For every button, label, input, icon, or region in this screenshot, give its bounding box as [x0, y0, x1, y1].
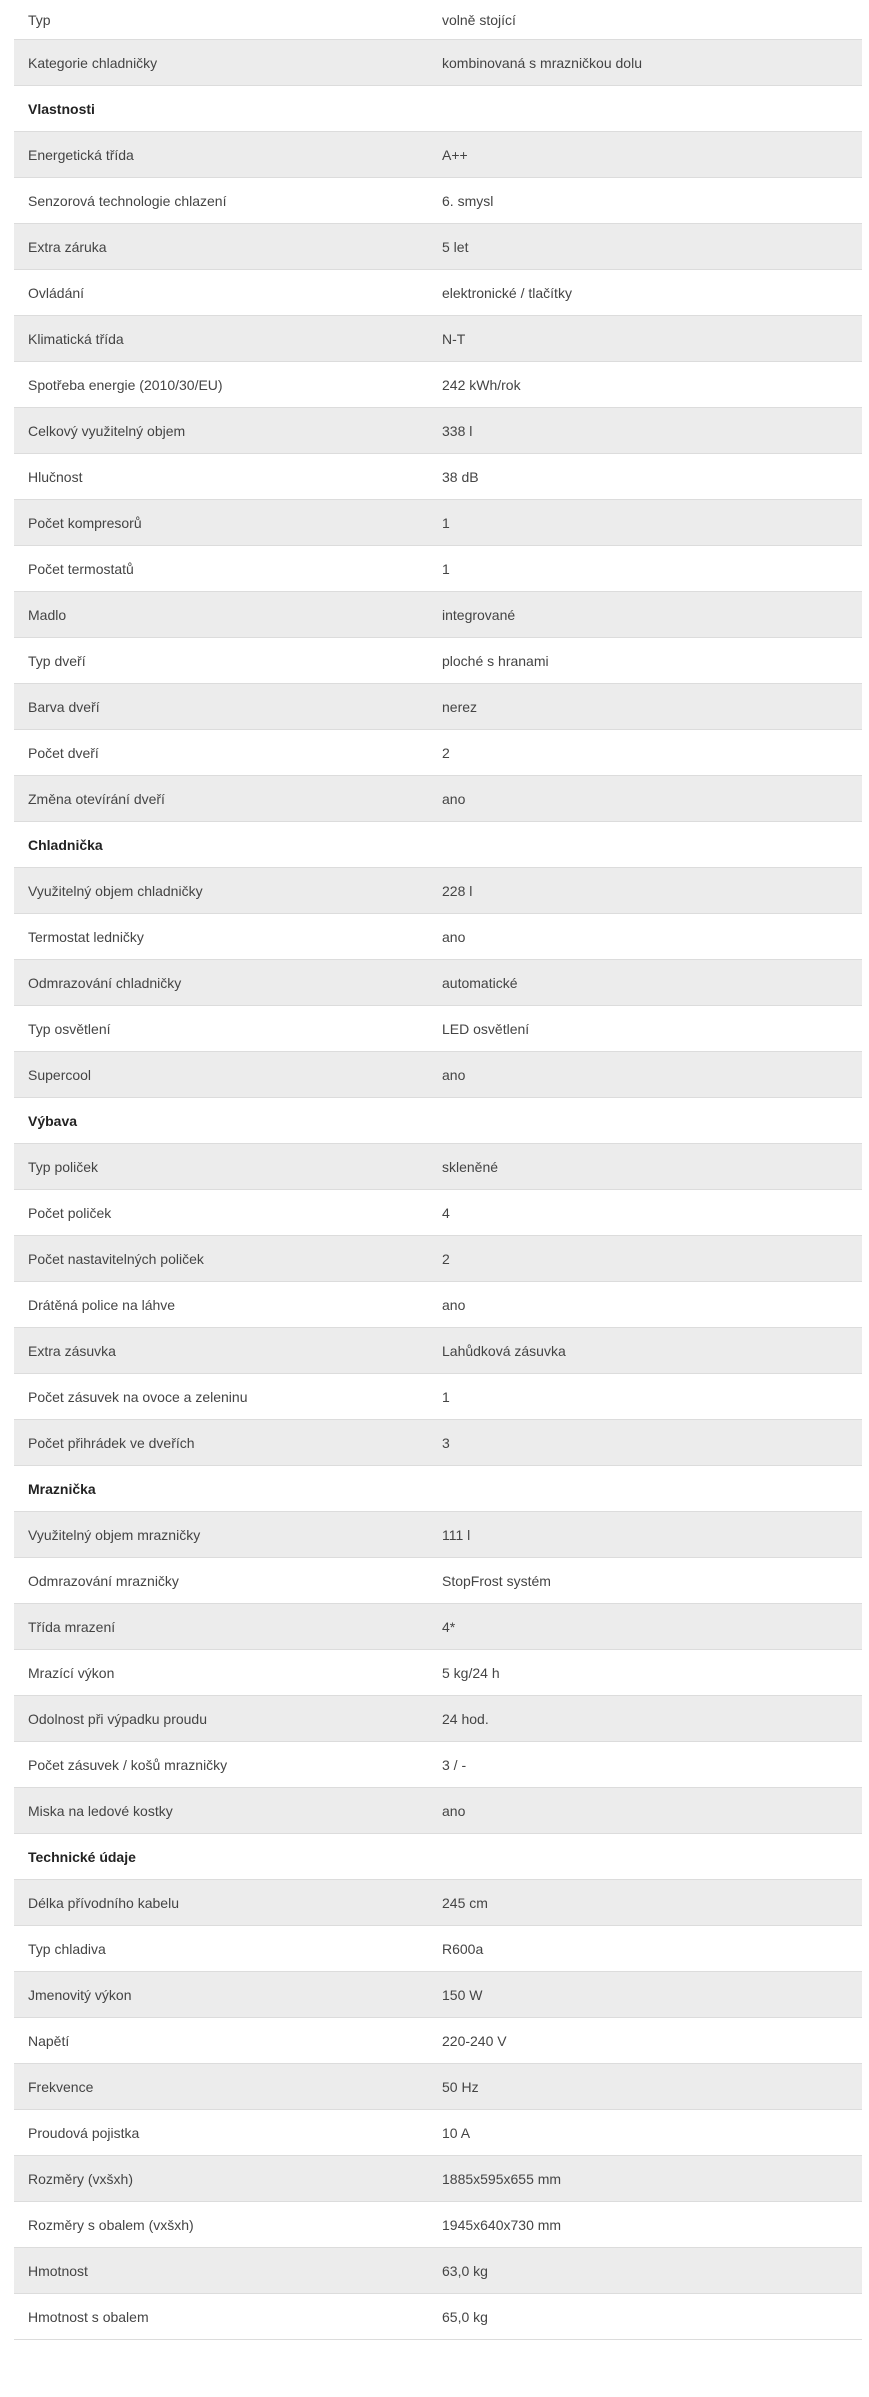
spec-row — [14, 2110, 862, 2156]
spec-label: Extra záruka — [28, 238, 107, 255]
spec-value: 5 let — [442, 238, 469, 255]
spec-value: 50 Hz — [442, 2078, 479, 2095]
spec-label: Odmrazování chladničky — [28, 974, 182, 991]
spec-row — [14, 1926, 862, 1972]
spec-row — [14, 1328, 862, 1374]
spec-label: Délka přívodního kabelu — [28, 1894, 179, 1911]
spec-label: Mrazící výkon — [28, 1664, 115, 1681]
spec-value: 242 kWh/rok — [442, 376, 521, 393]
spec-label: Senzorová technologie chlazení — [28, 192, 227, 209]
spec-label: Termostat ledničky — [28, 928, 144, 945]
spec-label: Hmotnost s obalem — [28, 2308, 149, 2325]
spec-row — [14, 454, 862, 500]
spec-value: 150 W — [442, 1986, 483, 2003]
spec-value: 24 hod. — [442, 1710, 489, 1727]
spec-row — [14, 1972, 862, 2018]
spec-label: Využitelný objem chladničky — [28, 882, 203, 899]
spec-row — [14, 868, 862, 914]
spec-row — [14, 1742, 862, 1788]
section-heading: Technické údaje — [14, 1834, 862, 1880]
spec-label: Odolnost při výpadku proudu — [28, 1710, 207, 1727]
spec-row — [14, 1374, 862, 1420]
spec-row — [14, 1696, 862, 1742]
spec-value: 63,0 kg — [442, 2262, 488, 2279]
spec-value: 228 l — [442, 882, 473, 899]
spec-value: 220-240 V — [442, 2032, 507, 2049]
spec-value: A++ — [442, 146, 468, 163]
spec-value: 10 A — [442, 2124, 471, 2141]
spec-label: Typ — [28, 11, 51, 28]
spec-row — [14, 2064, 862, 2110]
spec-row — [14, 1052, 862, 1098]
spec-row — [14, 914, 862, 960]
spec-label: Počet kompresorů — [28, 514, 142, 531]
spec-label: Typ osvětlení — [28, 1020, 111, 1037]
spec-value: 111 l — [442, 1526, 471, 1543]
spec-label: Miska na ledové kostky — [28, 1802, 173, 1819]
spec-value: 1945x640x730 mm — [442, 2216, 562, 2233]
spec-value: ano — [442, 790, 466, 807]
spec-value: N-T — [442, 330, 466, 347]
spec-label: Změna otevírání dveří — [28, 790, 165, 807]
spec-row — [14, 638, 862, 684]
spec-row — [14, 408, 862, 454]
spec-row — [14, 0, 862, 40]
spec-row — [14, 2202, 862, 2248]
spec-label: Ovládání — [28, 284, 85, 301]
spec-label: Využitelný objem mrazničky — [28, 1526, 201, 1543]
spec-row — [14, 730, 862, 776]
spec-label: Jmenovitý výkon — [28, 1986, 132, 2003]
spec-row — [14, 1880, 862, 1926]
spec-label: Počet přihrádek ve dveřích — [28, 1434, 195, 1451]
spec-label: Drátěná police na láhve — [28, 1296, 176, 1313]
spec-row — [14, 960, 862, 1006]
spec-label: Extra zásuvka — [28, 1342, 116, 1359]
spec-label: Kategorie chladničky — [28, 54, 158, 71]
spec-value: R600a — [442, 1940, 484, 1957]
spec-value: 3 / - — [442, 1756, 467, 1773]
spec-value: ano — [442, 928, 466, 945]
spec-row — [14, 270, 862, 316]
spec-value: LED osvětlení — [442, 1020, 530, 1037]
spec-label: Hmotnost — [28, 2262, 88, 2279]
spec-value: volně stojící — [442, 11, 516, 28]
spec-row — [14, 1604, 862, 1650]
spec-label: Rozměry (vxšxh) — [28, 2170, 134, 2187]
section-heading: Výbava — [14, 1098, 862, 1144]
spec-label: Třída mrazení — [28, 1618, 116, 1635]
spec-label: Počet zásuvek / košů mrazničky — [28, 1756, 228, 1773]
spec-value: 1885x595x655 mm — [442, 2170, 562, 2187]
spec-row — [14, 1236, 862, 1282]
spec-value: 338 l — [442, 422, 473, 439]
spec-value: ano — [442, 1066, 466, 1083]
section-heading: Mraznička — [14, 1466, 862, 1512]
spec-row — [14, 1788, 862, 1834]
spec-label: Počet dveří — [28, 744, 99, 761]
spec-row — [14, 2156, 862, 2202]
spec-row — [14, 776, 862, 822]
spec-row — [14, 1144, 862, 1190]
spec-value: 38 dB — [442, 468, 479, 485]
spec-label: Hlučnost — [28, 468, 83, 485]
spec-value: 6. smysl — [442, 192, 494, 209]
spec-label: Klimatická třída — [28, 330, 124, 347]
spec-row — [14, 1420, 862, 1466]
spec-value: 65,0 kg — [442, 2308, 488, 2325]
spec-value: 4 — [442, 1204, 450, 1221]
spec-value: elektronické / tlačítky — [442, 284, 572, 301]
spec-row — [14, 2248, 862, 2294]
spec-label: Odmrazování mrazničky — [28, 1572, 179, 1589]
spec-label: Typ poliček — [28, 1158, 99, 1175]
spec-value: 1 — [442, 1388, 450, 1405]
spec-row — [14, 1650, 862, 1696]
spec-value: 2 — [442, 1250, 450, 1267]
spec-value: 1 — [442, 560, 450, 577]
spec-value: ploché s hranami — [442, 652, 549, 669]
spec-label: Počet nastavitelných poliček — [28, 1250, 204, 1267]
spec-row — [14, 546, 862, 592]
spec-value: 2 — [442, 744, 450, 761]
spec-value: automatické — [442, 974, 518, 991]
spec-row — [14, 1190, 862, 1236]
spec-value: 3 — [442, 1434, 450, 1451]
spec-row — [14, 684, 862, 730]
section-heading: Chladnička — [14, 822, 862, 868]
spec-row — [14, 500, 862, 546]
spec-row — [14, 2018, 862, 2064]
spec-row — [14, 1006, 862, 1052]
spec-label: Počet zásuvek na ovoce a zeleninu — [28, 1388, 248, 1405]
spec-value: integrované — [442, 606, 516, 623]
spec-label: Počet termostatů — [28, 560, 134, 577]
spec-label: Frekvence — [28, 2078, 94, 2095]
spec-label: Madlo — [28, 606, 67, 623]
spec-label: Napětí — [28, 2032, 70, 2049]
spec-row — [14, 1512, 862, 1558]
spec-table — [14, 0, 862, 2340]
spec-label: Spotřeba energie (2010/30/EU) — [28, 376, 223, 393]
spec-value: nerez — [442, 698, 478, 715]
spec-label: Energetická třída — [28, 146, 134, 163]
spec-row — [14, 362, 862, 408]
spec-row — [14, 1282, 862, 1328]
spec-row — [14, 178, 862, 224]
spec-value: ano — [442, 1296, 466, 1313]
spec-value: ano — [442, 1802, 466, 1819]
spec-label: Rozměry s obalem (vxšxh) — [28, 2216, 194, 2233]
spec-label: Supercool — [28, 1066, 92, 1083]
spec-row — [14, 316, 862, 362]
spec-label: Celkový využitelný objem — [28, 422, 186, 439]
spec-row — [14, 40, 862, 86]
spec-label: Typ dveří — [28, 652, 86, 669]
spec-value: 245 cm — [442, 1894, 488, 1911]
spec-value: 1 — [442, 514, 450, 531]
spec-value: skleněné — [442, 1158, 499, 1175]
spec-row — [14, 224, 862, 270]
section-heading: Vlastnosti — [14, 86, 862, 132]
spec-row — [14, 592, 862, 638]
spec-label: Počet poliček — [28, 1204, 112, 1221]
spec-value: 4* — [442, 1618, 456, 1635]
spec-label: Typ chladiva — [28, 1940, 106, 1957]
spec-row — [14, 132, 862, 178]
spec-value: Lahůdková zásuvka — [442, 1342, 566, 1359]
spec-value: 5 kg/24 h — [442, 1664, 500, 1681]
spec-label: Proudová pojistka — [28, 2124, 140, 2141]
spec-label: Barva dveří — [28, 698, 100, 715]
spec-value: kombinovaná s mrazničkou dolu — [442, 54, 642, 71]
spec-row — [14, 1558, 862, 1604]
spec-row — [14, 2294, 862, 2340]
spec-value: StopFrost systém — [442, 1572, 551, 1589]
